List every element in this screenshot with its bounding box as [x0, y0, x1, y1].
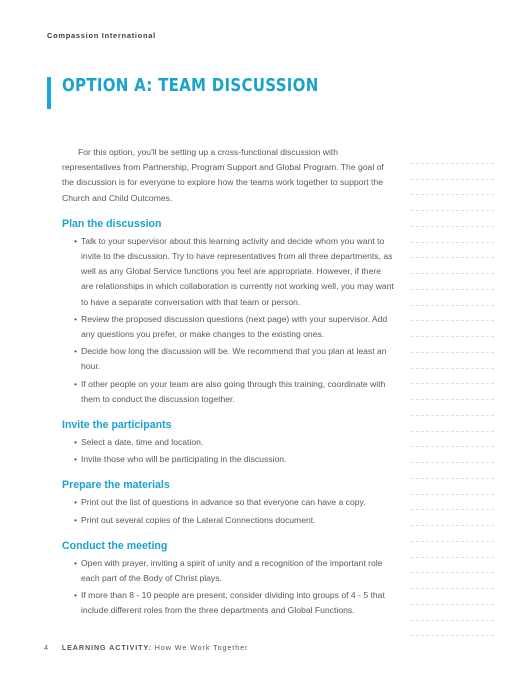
list-item	[74, 312, 394, 342]
list-item	[74, 377, 394, 407]
page-title: OPTION A: TEAM DISCUSSION	[62, 76, 319, 96]
list-item-text: Open with prayer, inviting a spirit of unity and a recognition of the important role each part of the Body of Christ plays.	[81, 557, 383, 584]
org-name: Compassion International	[47, 31, 156, 40]
footer-subtitle: How We Work Together	[154, 643, 249, 652]
list-item	[74, 452, 394, 467]
bullet-icon: •	[74, 454, 78, 465]
list-item-text: Decide how long the discussion will be. We recommend that you plan at least an hour.	[81, 346, 387, 372]
page-number: 4	[44, 643, 49, 652]
sections-container	[62, 218, 394, 619]
note-line	[411, 227, 494, 243]
note-line	[411, 258, 494, 274]
bullet-icon: •	[74, 497, 78, 508]
note-line	[411, 542, 494, 558]
note-line	[411, 432, 494, 448]
note-line	[411, 573, 494, 589]
note-line	[411, 369, 494, 385]
note-line	[411, 621, 494, 637]
note-line	[411, 195, 494, 211]
bullet-icon: •	[74, 235, 78, 246]
footer-label: LEARNING ACTIVITY:	[61, 643, 152, 652]
note-line	[411, 479, 494, 495]
list-item	[74, 344, 394, 374]
section-heading: Conduct the meeting	[62, 539, 168, 552]
list-item-text: Review the proposed discussion questions (next page) with your supervisor. Add any questions you prefer, or make changes to the existing ones.	[81, 313, 388, 340]
list-item-text: Print out the list of questions in advance so that everyone can have a copy.	[81, 497, 366, 508]
note-line	[411, 589, 494, 605]
list-item-text: Print out several copies of the Lateral Connections document.	[81, 514, 316, 525]
bullet-icon: •	[74, 378, 78, 389]
note-line	[411, 605, 494, 621]
list-item	[74, 513, 394, 528]
list-item-text: Select a date, time and location.	[81, 437, 204, 448]
intro-paragraph: For this option, you'll be setting up a cross-functional discussion with representatives from Partnership, Program Support and Global Program. The goal of the discussion is for everyone to explore how the teams work together to support the Church and Child Outcomes.	[62, 147, 384, 203]
note-line	[411, 211, 494, 227]
note-line	[411, 510, 494, 526]
note-line	[411, 463, 494, 479]
main-content	[62, 145, 394, 621]
bullet-icon: •	[74, 590, 78, 601]
bullet-icon: •	[74, 557, 78, 568]
list-item	[74, 234, 394, 310]
note-line	[411, 164, 494, 180]
list-item-text: Invite those who will be participating in the discussion.	[81, 454, 287, 465]
list-item-text: If more than 8 - 10 people are present, consider dividing into groups of 4 - 5 that include different roles from the three departments and Global Functions.	[81, 590, 385, 616]
note-line	[411, 290, 494, 306]
bullet-list	[62, 556, 394, 619]
title-accent-bar	[47, 77, 51, 109]
note-line	[411, 384, 494, 400]
list-item	[74, 556, 394, 586]
note-line	[411, 495, 494, 511]
footer	[44, 643, 248, 652]
bullet-icon: •	[74, 346, 78, 357]
list-item	[74, 495, 394, 510]
note-line	[411, 400, 494, 416]
note-line	[411, 337, 494, 353]
bullet-list	[62, 435, 394, 467]
list-item	[74, 435, 394, 450]
bullet-list	[62, 495, 394, 527]
note-line	[411, 526, 494, 542]
note-line	[411, 416, 494, 432]
note-line	[411, 353, 494, 369]
section-heading: Plan the discussion	[62, 217, 162, 230]
note-line	[411, 148, 494, 164]
section-heading: Prepare the materials	[62, 479, 170, 492]
list-item	[74, 588, 394, 618]
list-item-text: Talk to your supervisor about this learning activity and decide whom you want to invite to the discussion. Try to have representatives from all three departments, as well as any Global Service functions you feel are appropriate. However, if there are relationships in which collaboration is currently not working well, you may want to have a separate conversation with that team or person.	[81, 235, 394, 307]
note-line	[411, 558, 494, 574]
bullet-icon: •	[74, 437, 78, 448]
section-heading: Invite the participants	[62, 419, 172, 432]
note-lines	[411, 148, 494, 636]
note-line	[411, 447, 494, 463]
note-line	[411, 180, 494, 196]
bullet-icon: •	[74, 514, 78, 525]
note-line	[411, 306, 494, 322]
list-item-text: If other people on your team are also going through this training, coordinate with them to conduct the discussion together.	[81, 378, 386, 404]
bullet-list	[62, 234, 394, 407]
note-line	[411, 274, 494, 290]
bullet-icon: •	[74, 313, 78, 324]
note-line	[411, 321, 494, 337]
note-line	[411, 243, 494, 259]
